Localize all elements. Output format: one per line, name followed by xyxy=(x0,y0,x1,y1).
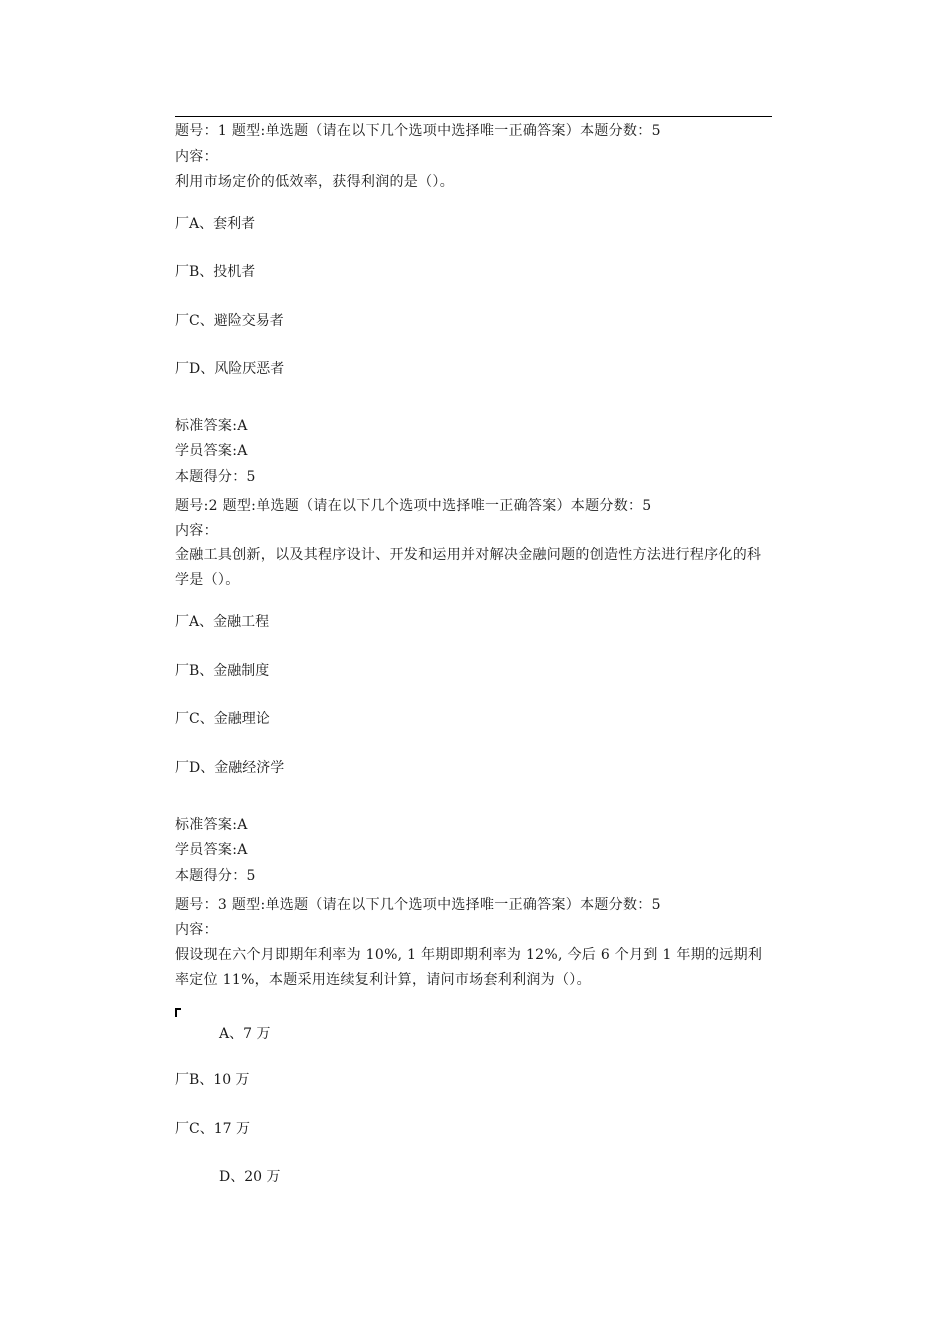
radio-icon[interactable]: 厂 xyxy=(175,264,189,280)
radio-corner-icon[interactable] xyxy=(175,1008,181,1017)
question-2-score: 本题得分：5 xyxy=(175,868,256,884)
option-label: C、17 万 xyxy=(189,1121,250,1137)
question-3-content-label: 内容： xyxy=(175,922,218,938)
option-label: C、金融理论 xyxy=(189,711,270,727)
option-label: D、金融经济学 xyxy=(189,760,285,776)
question-3-option-b[interactable] xyxy=(175,1070,250,1090)
option-label: A、套利者 xyxy=(189,216,256,232)
question-2-student-answer: 学员答案:A xyxy=(175,842,248,858)
option-label: D、20 万 xyxy=(219,1169,281,1185)
option-label: B、10 万 xyxy=(189,1072,250,1088)
radio-icon[interactable]: 厂 xyxy=(175,216,189,232)
radio-icon[interactable]: 厂 xyxy=(175,663,189,679)
question-1-student-answer: 学员答案:A xyxy=(175,443,248,459)
radio-icon[interactable]: 厂 xyxy=(175,711,189,727)
question-3-header: 题号：3 题型:单选题（请在以下几个选项中选择唯一正确答案）本题分数：5 xyxy=(175,897,661,913)
question-2-option-d[interactable] xyxy=(175,758,284,778)
question-3-option-a[interactable] xyxy=(219,1024,270,1044)
option-label: A、金融工程 xyxy=(189,614,270,630)
radio-icon[interactable]: 厂 xyxy=(175,1072,189,1088)
question-1-header: 题号：1 题型:单选题（请在以下几个选项中选择唯一正确答案）本题分数：5 xyxy=(175,123,661,139)
top-rule xyxy=(175,116,772,117)
question-2-content-label: 内容： xyxy=(175,523,218,539)
option-label: B、金融制度 xyxy=(189,663,270,679)
option-label: C、避险交易者 xyxy=(189,313,284,329)
question-1-option-a[interactable] xyxy=(175,214,255,234)
radio-icon[interactable]: 厂 xyxy=(175,614,189,630)
question-2-option-a[interactable] xyxy=(175,612,269,632)
question-1-option-c[interactable] xyxy=(175,311,284,331)
question-2-option-b[interactable] xyxy=(175,661,269,681)
question-1-score: 本题得分：5 xyxy=(175,469,256,485)
question-2-content: 金融工具创新，以及其程序设计、开发和运用并对解决金融问题的创造性方法进行程序化的科学是（）。 xyxy=(175,547,762,588)
question-1-option-d[interactable] xyxy=(175,359,284,379)
question-2-header: 题号:2 题型:单选题（请在以下几个选项中选择唯一正确答案）本题分数：5 xyxy=(175,498,652,514)
radio-icon[interactable]: 厂 xyxy=(175,1121,189,1137)
radio-icon[interactable]: 厂 xyxy=(175,313,189,329)
radio-icon[interactable]: 厂 xyxy=(175,361,189,377)
question-3-option-c[interactable] xyxy=(175,1119,250,1139)
question-3-content: 假设现在六个月即期年利率为 10%, 1 年期即期利率为 12%, 今后 6 个月到 1 年期的远期利率定位 11%，本题采用连续复利计算，请问市场套利利润为（）。 xyxy=(175,947,763,988)
question-3-option-d[interactable] xyxy=(219,1167,281,1187)
question-2-option-c[interactable] xyxy=(175,709,270,729)
option-label: D、风险厌恶者 xyxy=(189,361,285,377)
question-2-standard-answer: 标准答案:A xyxy=(175,817,248,833)
option-label: B、投机者 xyxy=(189,264,256,280)
radio-icon[interactable]: 厂 xyxy=(175,760,189,776)
question-1-content-label: 内容： xyxy=(175,149,218,165)
question-1-standard-answer: 标准答案:A xyxy=(175,418,248,434)
question-1-option-b[interactable] xyxy=(175,262,255,282)
option-label: A、7 万 xyxy=(219,1026,271,1042)
question-1-content: 利用市场定价的低效率，获得利润的是（）。 xyxy=(175,174,454,190)
